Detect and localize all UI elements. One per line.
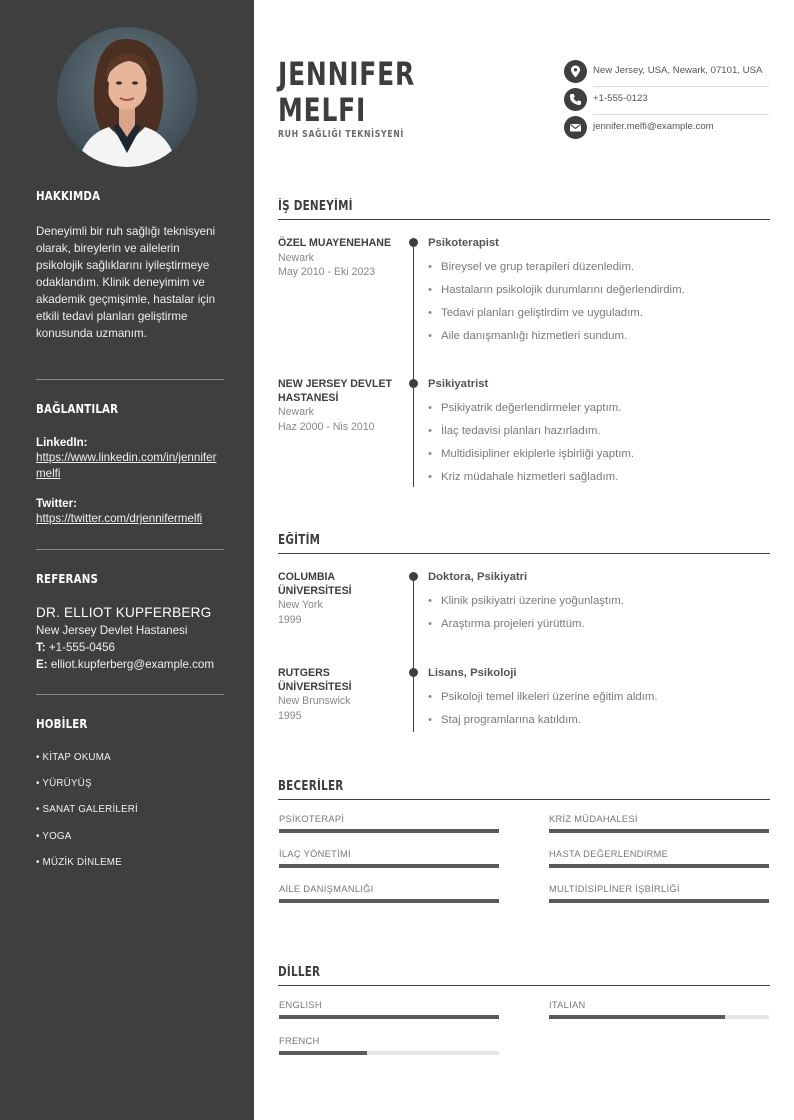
reference-block <box>36 605 224 673</box>
sidebar-divider <box>36 549 224 550</box>
entry-bullet: • Bireysel ve grup terapileri düzenledim. <box>428 261 634 273</box>
skill-item <box>279 814 500 824</box>
timeline-dot <box>409 572 418 581</box>
skill-name: HASTA DEĞERLENDİRME <box>549 849 669 859</box>
twitter-label: Twitter: <box>36 497 78 510</box>
entry-organization: COLUMBIA ÜNİVERSİTESİ <box>278 571 352 597</box>
timeline-dot <box>409 379 418 388</box>
reference-name: DR. ELLIOT KUPFERBERG <box>36 605 212 620</box>
phone-icon <box>564 88 587 111</box>
entry-role: Psikiyatrist <box>428 378 489 390</box>
mail-icon <box>564 116 587 139</box>
language-name: FRENCH <box>279 1036 320 1046</box>
education-entry-meta <box>278 571 398 627</box>
skill-item <box>279 849 500 859</box>
about-title: HAKKIMDA <box>36 188 101 203</box>
hobby-item: • YOGA <box>36 831 72 842</box>
entry-role: Doktora, Psikiyatri <box>428 571 528 583</box>
skill-bar <box>279 899 499 903</box>
language-name: ITALIAN <box>549 1000 586 1010</box>
first-name: JENNIFER <box>278 55 415 93</box>
entry-location: Newark <box>278 251 314 264</box>
language-bar <box>279 1015 499 1019</box>
entry-bullet: • Aile danışmanlığı hizmetleri sundum. <box>428 330 627 342</box>
twitter-block <box>36 497 224 527</box>
skill-bar <box>549 864 769 868</box>
language-item <box>279 1036 500 1046</box>
skill-item <box>549 849 770 859</box>
reference-email <box>36 656 224 673</box>
experience-title: İŞ DENEYİMİ <box>278 199 353 214</box>
entry-bullet: • Klinik psikiyatri üzerine yoğunlaştım. <box>428 595 624 607</box>
entry-role: Psikoterapist <box>428 237 499 249</box>
language-bar-fill <box>279 1051 367 1055</box>
full-name <box>278 56 415 128</box>
language-item <box>279 1000 500 1010</box>
skill-item <box>279 884 500 894</box>
entry-bullet: • Psikiyatrik değerlendirmeler yaptım. <box>428 402 621 414</box>
reference-title: REFERANS <box>36 571 98 586</box>
portrait-photo <box>57 27 197 167</box>
skill-bar-fill <box>279 829 499 833</box>
timeline-line <box>413 575 414 732</box>
education-entry-meta <box>278 667 398 723</box>
hobby-item: • SANAT GALERİLERİ <box>36 804 138 815</box>
twitter-link[interactable]: https://twitter.com/drjennifermelfi <box>36 512 203 525</box>
reference-phone-value: +1-555-0456 <box>48 641 115 654</box>
skill-bar <box>549 899 769 903</box>
skill-bar-fill <box>549 829 769 833</box>
entry-organization: NEW JERSEY DEVLET HASTANESİ <box>278 378 393 404</box>
skill-bar <box>279 864 499 868</box>
experience-entry-meta <box>278 237 398 280</box>
timeline-line <box>413 241 414 487</box>
skill-item <box>549 884 770 894</box>
hobbies-title: HOBİLER <box>36 716 88 731</box>
entry-bullet: • Kriz müdahale hizmetleri sağladım. <box>428 471 618 483</box>
skill-bar <box>279 829 499 833</box>
entry-organization: RUTGERS ÜNİVERSİTESİ <box>278 667 352 693</box>
skill-bar-fill <box>549 899 769 903</box>
section-rule <box>278 985 770 986</box>
languages-title: DİLLER <box>278 965 321 980</box>
skill-bar-fill <box>549 864 769 868</box>
contact-address <box>564 59 769 85</box>
entry-bullet: • Staj programlarına katıldım. <box>428 714 581 726</box>
language-bar <box>279 1051 499 1055</box>
skill-name: KRİZ MÜDAHALESİ <box>549 814 638 824</box>
hobby-item: • YÜRÜYÜŞ <box>36 778 92 789</box>
reference-email-value: elliot.kupferberg@example.com <box>50 658 215 671</box>
skill-bar-fill <box>279 899 499 903</box>
skill-name: AİLE DANIŞMANLIĞI <box>279 884 374 894</box>
links-title: BAĞLANTILAR <box>36 401 119 416</box>
entry-bullet: • Araştırma projeleri yürüttüm. <box>428 618 585 630</box>
entry-bullet: • Multidisipliner ekiplerle işbirliği yaptım. <box>428 448 634 460</box>
avatar <box>57 27 197 167</box>
hobbies-list <box>36 752 224 882</box>
skill-item <box>549 814 770 824</box>
reference-phone <box>36 639 224 656</box>
skills-title: BECERİLER <box>278 779 344 794</box>
contact-phone <box>564 87 769 113</box>
skill-name: İLAÇ YÖNETİMİ <box>279 849 351 859</box>
phone-text: +1-555-0123 <box>593 93 648 104</box>
entry-dates: Haz 2000 - Nis 2010 <box>278 420 375 433</box>
entry-bullet: • Psikoloji temel ilkeleri üzerine eğitim aldım. <box>428 691 658 703</box>
entry-location: New Brunswick <box>278 695 351 707</box>
language-bar <box>549 1015 769 1019</box>
language-bar-fill <box>279 1015 499 1019</box>
entry-dates: May 2010 - Eki 2023 <box>278 266 376 278</box>
address-text: New Jersey, USA, Newark, 07101, USA <box>593 65 763 76</box>
reference-phone-label: T: <box>36 641 46 654</box>
sidebar-divider <box>36 694 224 695</box>
language-bar-fill <box>549 1015 725 1019</box>
section-rule <box>278 219 770 220</box>
entry-bullet: • Tedavi planları geliştirdim ve uyguladım. <box>428 307 643 319</box>
skill-name: PSİKOTERAPİ <box>279 814 345 824</box>
links-section <box>36 401 224 416</box>
hobby-item: • MÜZİK DİNLEME <box>36 857 122 868</box>
entry-dates: 1999 <box>278 613 302 626</box>
job-title: RUH SAĞLIĞI TEKNİSYENİ <box>278 129 404 140</box>
entry-organization: ÖZEL MUAYENEHANE <box>278 237 392 249</box>
email-text[interactable]: jennifer.melfi@example.com <box>593 121 714 132</box>
entry-location: Newark <box>278 406 314 418</box>
timeline-dot <box>409 238 418 247</box>
entry-bullet: • İlaç tedavisi planları hazırladım. <box>428 425 601 437</box>
sidebar-divider <box>36 379 224 380</box>
hobbies-section <box>36 716 224 731</box>
skill-bar-fill <box>279 864 499 868</box>
entry-dates: 1995 <box>278 709 302 722</box>
contact-email <box>564 115 769 141</box>
language-name: ENGLISH <box>279 1000 322 1010</box>
about-body <box>36 223 224 342</box>
language-item <box>549 1000 770 1010</box>
education-title: EĞİTİM <box>278 533 321 548</box>
timeline-dot <box>409 668 418 677</box>
section-rule <box>278 553 770 554</box>
skill-bar <box>549 829 769 833</box>
reference-section <box>36 571 224 586</box>
linkedin-link[interactable]: https://www.linkedin.com/in/jennifermelfi <box>36 451 217 480</box>
location-pin-icon <box>564 60 587 83</box>
sidebar <box>0 0 254 1120</box>
skill-name: MULTİDİSİPLİNER İŞBİRLİĞİ <box>549 884 680 894</box>
entry-location: New York <box>278 599 323 611</box>
reference-org: New Jersey Devlet Hastanesi <box>36 624 188 637</box>
linkedin-block <box>36 436 224 482</box>
section-rule <box>278 799 770 800</box>
reference-email-label: E: <box>36 658 48 671</box>
about-text: Deneyimli bir ruh sağlığı teknisyeni olarak, bireylerin ve ailelerin psikolojik sağlıklarını iyileştirmeye odaklandım. Klinik deneyimim ve akademik geçmişimle, hastalar için etkili tedavi planları geliştirme konusunda uzmanım. <box>36 225 216 340</box>
hobby-item: • KİTAP OKUMA <box>36 752 111 763</box>
last-name: MELFI <box>278 91 367 129</box>
entry-role: Lisans, Psikoloji <box>428 667 517 679</box>
entry-bullet: • Hastaların psikolojik durumlarını değerlendirdim. <box>428 284 685 296</box>
linkedin-label: LinkedIn: <box>36 436 88 449</box>
experience-entry-meta <box>278 378 398 434</box>
about-section <box>36 188 224 203</box>
